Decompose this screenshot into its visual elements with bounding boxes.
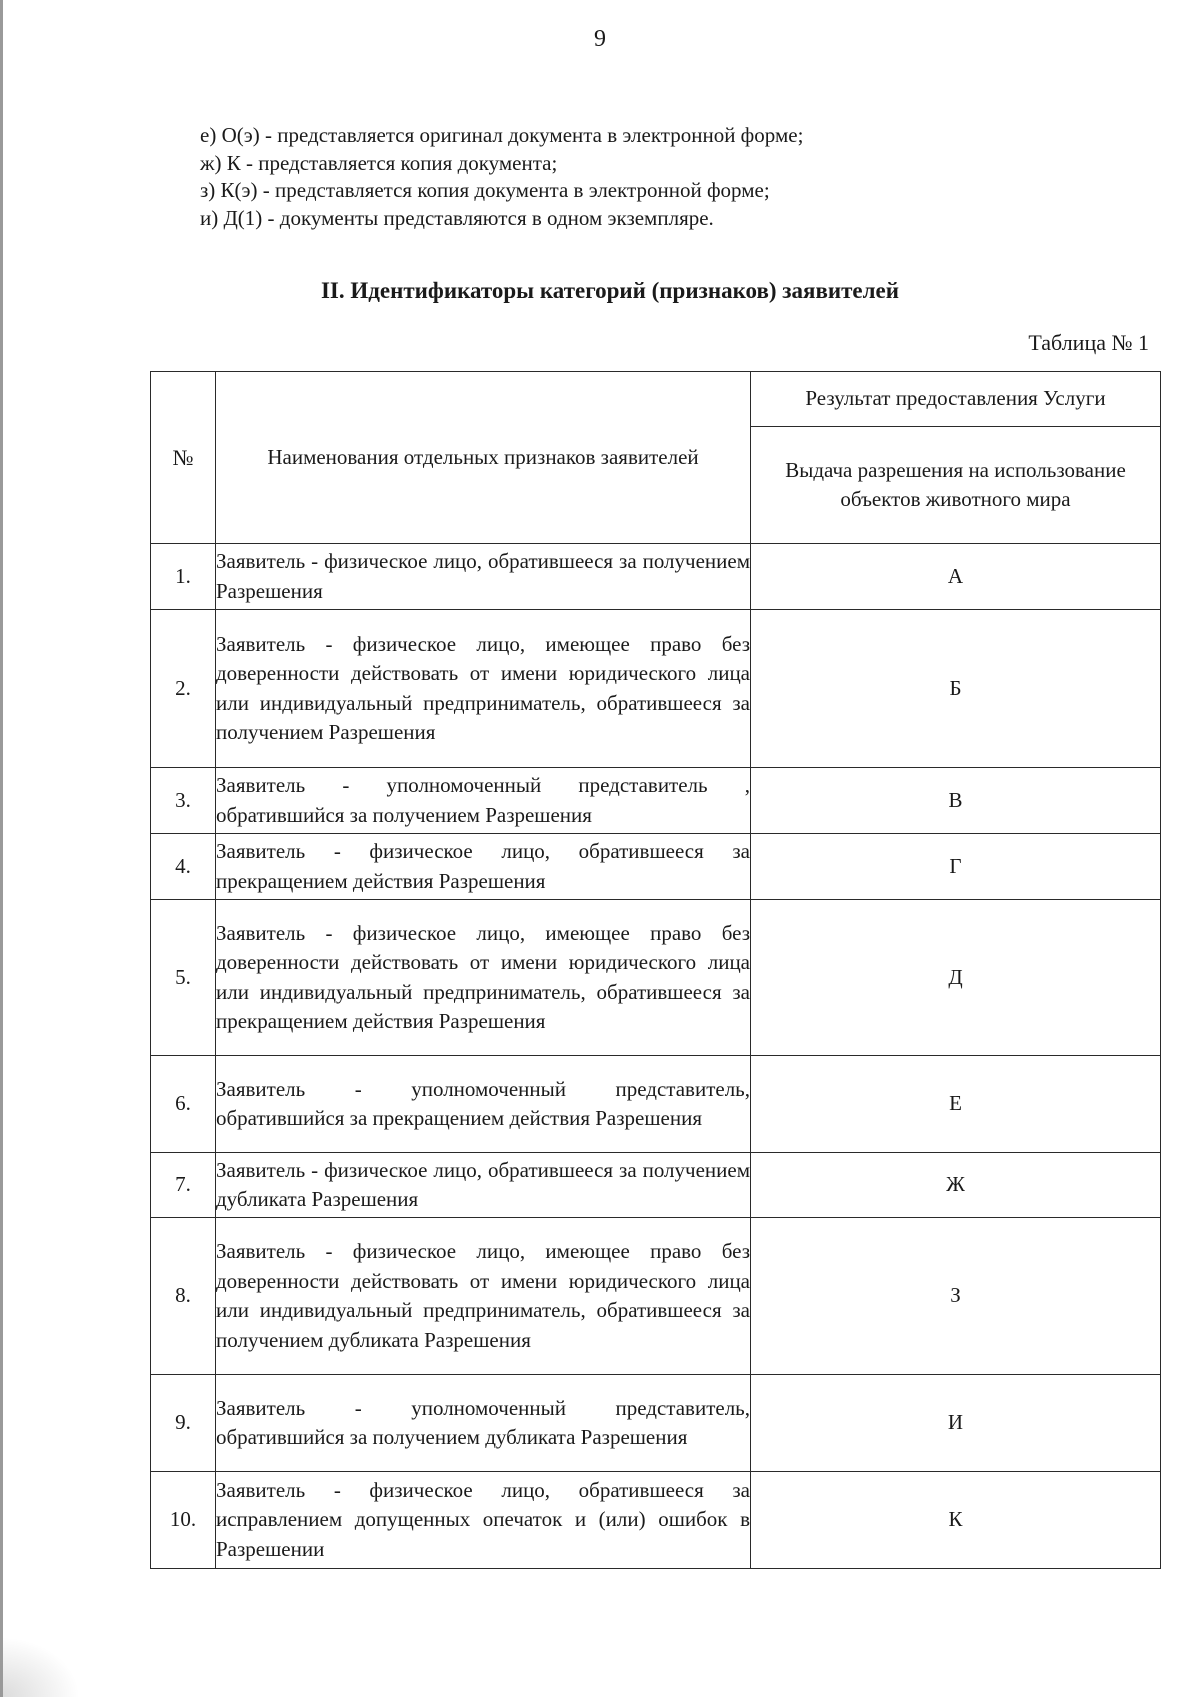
legend-item: з) К(э) - представляется копия документа в электронной форме; [200,178,770,202]
row-name: Заявитель - физическое лицо, обратившееся за получением дубликата Разрешения [216,1153,751,1218]
row-number: 3. [151,768,216,834]
row-number: 1. [151,544,216,610]
table-row [151,834,1161,900]
row-code: И [751,1375,1161,1472]
row-name: Заявитель - уполномоченный представитель, обратившийся за прекращением действия Разрешения [216,1056,751,1153]
row-code: Ж [751,1153,1161,1218]
row-name: Заявитель - уполномоченный представитель , обратившийся за получением Разрешения [216,768,751,834]
table-row [151,768,1161,834]
page-number: 9 [594,26,606,52]
table-caption: Таблица № 1 [1028,330,1149,355]
row-code: К [751,1472,1161,1569]
row-number: 10. [151,1472,216,1569]
table-row [151,900,1161,1056]
legend-item: е) О(э) - представляется оригинал документа в электронной форме; [200,123,804,147]
row-code: Б [751,610,1161,768]
row-name: Заявитель - физическое лицо, имеющее право без доверенности действовать от имени юридического лица или индивидуальный предприниматель, обратившееся за прекращением действия Разрешения [216,900,751,1056]
legend-list [200,122,1100,232]
row-name: Заявитель - уполномоченный представитель, обратившийся за получением дубликата Разрешения [216,1375,751,1472]
row-code: Г [751,834,1161,900]
table-row [151,610,1161,768]
scan-left-edge [0,0,3,1697]
table-row [151,1375,1161,1472]
applicant-identifiers-table [150,371,1161,1569]
table-row [151,1472,1161,1569]
row-code: А [751,544,1161,610]
row-code: В [751,768,1161,834]
section-title: II. Идентификаторы категорий (признаков) заявителей [320,278,900,303]
row-number: 6. [151,1056,216,1153]
legend-item: ж) К - представляется копия документа; [200,150,558,175]
header-result-sub: Выдача разрешения на использование объектов животного мира [751,427,1161,544]
table-row [151,1153,1161,1218]
scan-artifact [0,1637,80,1697]
row-code: Е [751,1056,1161,1153]
header-number: № [151,372,216,544]
row-number: 8. [151,1218,216,1375]
table-row [151,544,1161,610]
row-number: 5. [151,900,216,1056]
row-name: Заявитель - физическое лицо, обратившееся за получением Разрешения [216,544,751,610]
row-number: 7. [151,1153,216,1218]
row-name: Заявитель - физическое лицо, обратившееся за исправлением допущенных опечаток и (или) ошибок в Разрешении [216,1472,751,1569]
table-row [151,1218,1161,1375]
row-name: Заявитель - физическое лицо, имеющее право без доверенности действовать от имени юридического лица или индивидуальный предприниматель, обратившееся за получением дубликата Разрешения [216,1218,751,1375]
header-result: Результат предоставления Услуги [751,372,1161,427]
row-name: Заявитель - физическое лицо, обратившееся за прекращением действия Разрешения [216,834,751,900]
row-name: Заявитель - физическое лицо, имеющее право без доверенности действовать от имени юридического лица или индивидуальный предприниматель, обратившееся за получением Разрешения [216,610,751,768]
table-header-row [151,372,1161,427]
row-code: З [751,1218,1161,1375]
row-number: 9. [151,1375,216,1472]
row-number: 2. [151,610,216,768]
row-number: 4. [151,834,216,900]
legend-item: и) Д(1) - документы представляются в одном экземпляре. [200,205,714,230]
row-code: Д [751,900,1161,1056]
table-row [151,1056,1161,1153]
header-name: Наименования отдельных признаков заявителей [216,372,751,544]
